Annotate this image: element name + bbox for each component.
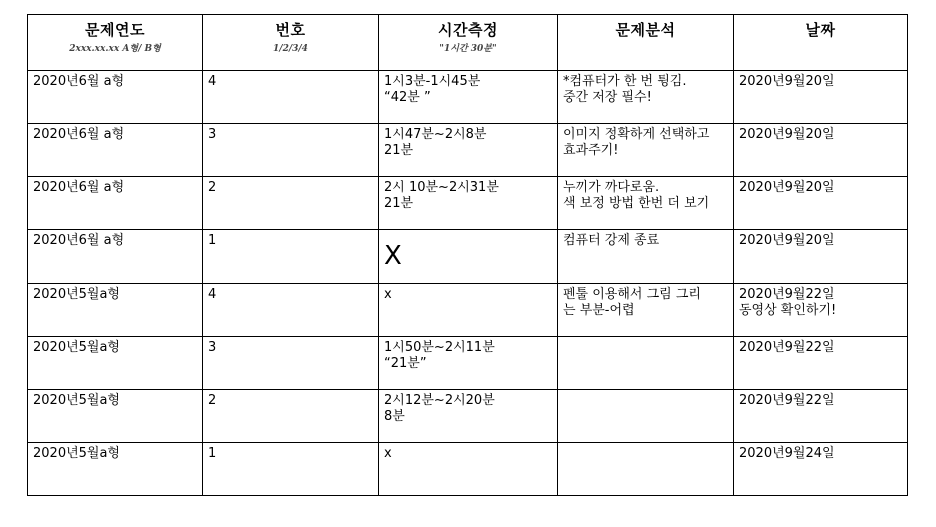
header-time-sub: "1시간 30분": [439, 44, 497, 54]
year-text: 2020년6월 a형: [33, 74, 125, 89]
header-time: [379, 15, 558, 71]
cell-date: [734, 443, 908, 496]
cell-number: [203, 443, 379, 496]
cell-time: [379, 443, 558, 496]
cell-number: [203, 124, 379, 177]
time-text: “42분 ”: [384, 90, 431, 105]
number-text: 1: [208, 446, 217, 461]
cell-year: [28, 124, 203, 177]
table-row: [28, 443, 908, 496]
date-text: 2020년9월22일: [739, 340, 835, 355]
number-text: 2: [208, 393, 217, 408]
cell-time: [379, 71, 558, 124]
date-text: 2020년9월20일: [739, 233, 835, 248]
number-text: 3: [208, 340, 217, 355]
time-text: 8분: [384, 409, 405, 424]
year-text: 2020년5월a형: [33, 446, 120, 461]
table-row: [28, 284, 908, 337]
cell-time: [379, 177, 558, 230]
header-date: [734, 15, 908, 71]
table-row: [28, 230, 908, 284]
cell-date: [734, 177, 908, 230]
analysis-text: 는 부분-어렵: [563, 303, 635, 318]
cell-analysis: [558, 71, 734, 124]
cell-number: [203, 390, 379, 443]
time-text: 1시47분~2시8분: [384, 127, 487, 142]
header-number-title: 번호: [275, 21, 306, 39]
time-text: 21분: [384, 196, 414, 211]
cell-date: [734, 337, 908, 390]
cell-date: [734, 284, 908, 337]
date-text: 2020년9월22일: [739, 287, 835, 302]
date-text: 2020년9월22일: [739, 393, 835, 408]
number-text: 3: [208, 127, 217, 142]
analysis-text: 중간 저장 필수!: [563, 90, 652, 105]
year-text: 2020년5월a형: [33, 287, 120, 302]
cell-year: [28, 177, 203, 230]
analysis-text: 효과주기!: [563, 143, 619, 158]
time-text: 2시12분~2시20분: [384, 393, 495, 408]
header-date-title: 날짜: [805, 21, 836, 39]
cell-time: [379, 337, 558, 390]
cell-analysis: [558, 124, 734, 177]
date-text: 동영상 확인하기!: [739, 303, 837, 318]
analysis-text: 이미지 정확하게 선택하고: [563, 127, 710, 142]
cell-date: [734, 124, 908, 177]
date-text: 2020년9월20일: [739, 74, 835, 89]
number-text: 1: [208, 233, 217, 248]
analysis-text: 색 보정 방법 한번 더 보기: [563, 196, 710, 211]
cell-analysis: [558, 284, 734, 337]
date-text: 2020년9월20일: [739, 127, 835, 142]
cell-time: [379, 124, 558, 177]
date-text: 2020년9월20일: [739, 180, 835, 195]
analysis-text: 누끼가 까다로움.: [563, 180, 660, 195]
cell-time: [379, 284, 558, 337]
time-text: 2시 10분~2시31분: [384, 180, 499, 195]
cell-year: [28, 337, 203, 390]
cell-date: [734, 390, 908, 443]
number-text: 2: [208, 180, 217, 195]
cell-time: [379, 390, 558, 443]
cell-number: [203, 284, 379, 337]
cell-analysis: [558, 443, 734, 496]
cell-year: [28, 71, 203, 124]
header-row: [28, 15, 908, 71]
header-year-title: 문제연도: [85, 21, 145, 39]
year-text: 2020년6월 a형: [33, 233, 125, 248]
header-time-title: 시간측정: [438, 21, 498, 39]
cell-number: [203, 177, 379, 230]
cell-year: [28, 284, 203, 337]
header-year: [28, 15, 203, 71]
table-body: [28, 71, 908, 496]
header-analysis-title: 문제분석: [615, 21, 676, 39]
header-number: [203, 15, 379, 71]
analysis-text: 컴퓨터 강제 종료: [563, 233, 660, 248]
analysis-text: 펜툴 이용해서 그림 그리: [563, 287, 701, 302]
cell-analysis: [558, 337, 734, 390]
time-text: X: [384, 241, 402, 271]
year-text: 2020년5월a형: [33, 393, 120, 408]
cell-analysis: [558, 230, 734, 284]
number-text: 4: [208, 287, 217, 302]
time-text: “21분”: [384, 356, 427, 371]
time-text: x: [384, 446, 392, 461]
number-text: 4: [208, 74, 217, 89]
year-text: 2020년6월 a형: [33, 180, 125, 195]
year-text: 2020년5월a형: [33, 340, 120, 355]
table-row: [28, 71, 908, 124]
cell-time: [379, 230, 558, 284]
time-text: 1시3분-1시45분: [384, 74, 481, 89]
cell-analysis: [558, 390, 734, 443]
year-text: 2020년6월 a형: [33, 127, 125, 142]
header-year-sub: 2xxx.xx.xx A형/ B형: [69, 44, 161, 54]
cell-date: [734, 230, 908, 284]
cell-number: [203, 337, 379, 390]
date-text: 2020년9월24일: [739, 446, 835, 461]
time-text: 1시50분~2시11분: [384, 340, 495, 355]
cell-year: [28, 230, 203, 284]
cell-date: [734, 71, 908, 124]
header-number-sub: 1/2/3/4: [273, 44, 308, 54]
cell-year: [28, 390, 203, 443]
header-analysis: [558, 15, 734, 71]
cell-year: [28, 443, 203, 496]
time-text: x: [384, 287, 392, 302]
study-log-table: [27, 14, 908, 496]
time-text: 21분: [384, 143, 414, 158]
cell-analysis: [558, 177, 734, 230]
analysis-text: *컴퓨터가 한 번 튕김.: [563, 74, 687, 89]
table-row: [28, 124, 908, 177]
cell-number: [203, 230, 379, 284]
table-row: [28, 390, 908, 443]
cell-number: [203, 71, 379, 124]
table-row: [28, 337, 908, 390]
table-row: [28, 177, 908, 230]
